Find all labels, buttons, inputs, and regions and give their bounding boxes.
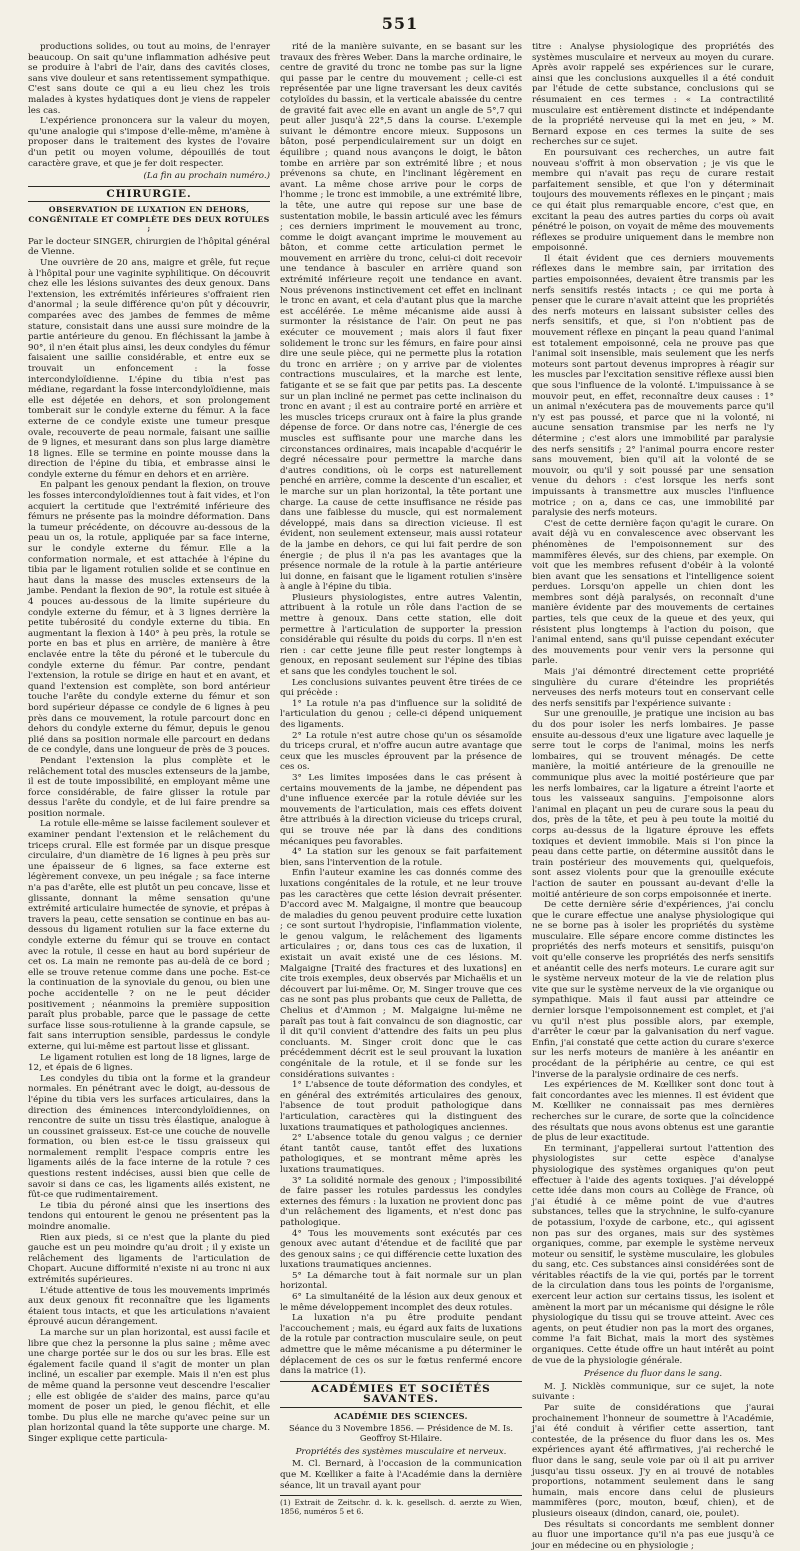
section-title: CHIRURGIE. (28, 186, 270, 203)
paragraph: Enfin l'auteur examine les cas donnés comme des luxations congénitales de la rotule, et ne leur trouve pas les caractères que cette lésion devrait présenter. D'accord avec M. Malgaigne, il montre que beaucoup de maladies du genou peuvent produire cette luxation ; ce sont surtout l'hydropisie, l'inflammation violente, le genou valgum, le relâchement des ligaments articulaires ; or, dans tous ces cas de luxation, il existait un avait existé une de ces lésions. M. Malgaigne [Traité des fractures et des luxations] en cite trois exemples, deux observés par Michaëlis et un découvert par lui-même. Or, M. Singer trouve que ces cas ne sont pas plus probants que ceux de Palletta, de Chelius et d'Ammon ; M. Malgaigne lui-même ne paraît pas tout à fait convaincu de son diagnostic, car il dit qu'il convient d'attendre des faits un peu plus concluants. M. Singer croit donc que le cas précédemment décrit est le seul prouvant la luxation congénitale de la rotule, et il se fonde sur les considérations suivantes : (280, 868, 522, 1080)
paragraph: M. J. Nicklès communique, sur ce sujet, la note suivante : (532, 1381, 774, 1403)
paragraph: En palpant les genoux pendant la flexion, on trouve les fosses intercondyloïdiennes tout à fait vides, et l'on acquiert la certitude que l'extrémité inférieure des fémurs ne présente pas la moindre déformation. Dans la tumeur précédente, on découvre au-dessous de la peau un os, la rotule, appliquée par sa face interne, sur le condyle externe du fémur. Elle a la conformation normale, et est attachée à l'épine du tibia par le ligament rotulien solide et se continue en haut dans la masse des muscles extenseurs de la jambe. Pendant la flexion de 90°, la rotule est située à 4 pouces au-dessous de la limite supérieure du condyle externe du fémur, et à 3 lignes derrière la petite tubérosité du condyle externe du tibia. En augmentant la flexion à 140° à peu près, la rotule se porte en bas et plus en arrière, de manière à être enclavée entre la tête du péroné et le tubercule du condyle externe du fémur. Par contre, pendant l'extension, la rotule se dirige en haut et en avant, et quand l'extension est complète, son bord antérieur touche l'arête du condyle externe du fémur et son bord supérieur dépasse ce condyle de 6 lignes à peu près dans ce mouvement, la rotule parcourt donc en dehors du condyle externe du fémur, depuis le genou plié dans sa position normale elle parcourt en dedans de ce condyle, dans une longueur de près de 3 pouces. (28, 480, 270, 756)
paragraph: Plusieurs physiologistes, entre autres Valentin, attribuent à la rotule un rôle dans l'action de se mettre à genoux. Dans cette station, elle doit permettre à l'articulation de supporter la pression considérable qui résulte du poids du corps. Il n'en est rien : car cette jeune fille peut rester longtemps à genoux, en reposant seulement sur l'épine des tibias et sans que les condyles touchent le sol. (280, 592, 522, 678)
paragraph: Le ligament rotulien est long de 18 lignes, large de 12, et épais de 6 lignes. (28, 1052, 270, 1074)
paragraph: 3° Les limites imposées dans le cas présent à certains mouvements de la jambe, ne dépendent pas d'une influence exercée par la rotule déviée sur les mouvements de l'articulation, mais ces effets doivent être attribués à la direction vicieuse du triceps crural, qui se trouve née par là dans des conditions mécaniques peu favorables. (280, 772, 522, 847)
academy-title: ACADÉMIE DES SCIENCES. (334, 1411, 468, 1421)
paragraph: Par le docteur SINGER, chirurgien de l'hôpital général de Vienne. (28, 236, 270, 258)
paragraph: 5° La démarche tout à fait normale sur un plan horizontal. (280, 1270, 522, 1292)
paragraph: Sur une grenouille, je pratique une incision au bas du dos pour isoler les nerfs lombaires. Je passe ensuite au-dessous d'eux une ligature avec laquelle je serre tout le corps de l'animal, moins les nerfs lombaires, qui se trouvent ménagés. De cette manière, la moitié antérieure de la grenouille ne communique plus avec la moitié postérieure que par les nerfs lombaires, car la ligature a étreint l'aorte et tous les vaisseaux sanguins. J'empoisonne alors l'animal en plaçant un peu de curare sous la peau du dos, près de la tête, et peu à peu toute la moitié du corps au-dessus de la ligature éprouve les effets toxiques et devient immobile. Mais si l'on pince la peau dans cette partie, on détermine aussitôt dans le train postérieur des mouvements qui, quelquefois, sont assez violents pour que la grenouille exécute l'action de sauter en poussant au-devant d'elle la moitié antérieure de son corps empoisonnée et inerte. (532, 709, 774, 900)
paragraph: C'est de cette dernière façon qu'agit le curare. On avait déjà vu en convalescence avec observant les phénomènes de l'empoisonnement sur des mammifères élevés, sur des chiens, par exemple. On voit que les membres refusent d'obéir à la volonté bien avant que les sensations et l'intelligence soient perdues. Lorsqu'on appelle un chien dont les membres sont déjà paralysés, on reconnaît d'une manière évidente par des mouvements de certaines parties, tels que ceux de la queue et des yeux, qui résistent plus longtemps à l'action du poison, que l'animal entend, sans qu'il puisse cependant exécuter des mouvements pour venir vers la personne qui parle. (532, 518, 774, 667)
paragraph: 3° La solidité normale des genoux ; l'impossibilité de faire passer les rotules pardessus les condyles externes des fémurs : la luxation ne provient donc pas d'un relâchement des ligaments, et n'est donc pas pathologique. (280, 1175, 522, 1228)
paragraph: 4° Tous les mouvements sont exécutés par ces genoux avec autant d'étendue et de facilité que par des genoux sains ; ce qui différencie cette luxation des luxations traumatiques anciennes. (280, 1228, 522, 1271)
subtitle: Propriétés des systèmes musculaire et nerveux. (295, 1446, 507, 1457)
paragraph: L'étude attentive de tous les mouvements imprimés aux deux genoux fit reconnaître que les ligaments étaient tous intacts, et que les articulations n'avaient éprouvé aucun dérangement. (28, 1285, 270, 1328)
paragraph: Il était évident que ces derniers mouvements réflexes dans le membre sain, par irritation des parties empoisonnées, devaient être transmis par les nerfs sensitifs restés intacts ; ce qui me porta à penser que le curare n'avait atteint que les propriétés des nerfs moteurs en laissant subsister celles des nerfs sensitifs, et que, si l'on n'obtient pas de mouvement réflexe en pinçant la peau quand l'animal est totalement empoisonné, cela ne prouve pas que l'animal soit insensible, mais seulement que les nerfs moteurs sont partout devenus impropres à réagir sur les muscles par l'excitation sensitive réflexe aussi bien que sous l'influence de la volonté. L'impuissance à se mouvoir peut, en effet, reconnaître deux causes : 1° un animal n'exécutera pas de mouvements parce qu'il n'y est pas poussé, et parce que ni la volonté, ni aucune sensation transmise par les nerfs ne l'y détermine ; c'est alors une immobilité par paralysie des nerfs sensitifs ; 2° l'animal pourra encore rester sans mouvement, bien qu'il ait la volonté de se mouvoir, ou qu'il y soit poussé par une sensation venue du dehors : c'est lorsque les nerfs sont impuissants à transmettre aux muscles l'influence motrice ; on a, dans ce cas, une immobilité par paralysie des nerfs moteurs. (532, 253, 774, 519)
article-title: OBSERVATION DE LUXATION EN DEHORS, CONGÉNITALE ET COMPLÈTE DES DEUX ROTULES ; (28, 205, 270, 234)
paragraph: 1° La rotule n'a pas d'influence sur la solidité de l'articulation du genou ; celle-ci dépend uniquement des ligaments. (280, 698, 522, 730)
paragraph: La rotule elle-même se laisse facilement soulever et examiner pendant l'extension et le relâchement du triceps crural. Elle est formée par un disque presque circulaire, d'un diamètre de 16 lignes à peu près sur une épaisseur de 6 lignes, sa face externe est légèrement convexe, un peu inégale ; sa face interne n'a pas d'arête, elle est plutôt un peu concave, lisse et glissante, donnant la même sensation qu'une extrémité articulaire humectée de synovie, et prépas à travers la peau, cette sensation se continue en bas au-dessous du ligament rotulien sur la face externe du condyle externe du fémur qui se trouve en contact avec la rotule, il cesse en haut au bord supérieur de cet os. La main ne remonte pas au-delà de ce bord ; elle se trouve retenue comme dans une poche. Est-ce la continuation de la synoviale du genou, ou bien une poche accidentelle ? on ne le peut décider positivement ; néanmoins la première supposition paraît plus probable, parce que le passage de cette surface lisse sous-rotulienne à la grande capsule, se fait sans interruption sensible, pardessus le condyle externe, qui lui-même est partout lisse et glissant. (28, 819, 270, 1052)
paragraph: Les conclusions suivantes peuvent être tirées de ce qui précède : (280, 677, 522, 699)
paragraph: En poursuivant ces recherches, un autre fait nouveau s'offrit à mon observation ; je vis que le membre qui n'avait pas reçu de curare restait parfaitement sensible, et que l'on y déterminait toujours des mouvements réflexes en le pinçant ; mais ce qui était plus remarquable encore, c'est que, en excitant la peau des autres parties du corps où avait pénétré le poison, on voyait de même des mouvements réflexes se produire uniquement dans le membre non empoisonné. (532, 147, 774, 254)
continuation-note: (La fin au prochain numéro.) (143, 171, 270, 182)
paragraph: La marche sur un plan horizontal, est aussi facile et libre que chez la personne la plus saine ; même avec une charge portée sur le dos ou sur les bras. Elle est également facile quand il s'agit de monter un plan incliné, un escalier par exemple. Mais il n'en est plus de même quand la personne veut descendre l'escalier ; elle est obligée de s'aider des mains, parce qu'au moment de poser un pied, le genou fléchit, et elle tombe. Du plus elle ne marche qu'avec peine sur un plan horizontal quand la tête supporte une charge. M. Singer explique cette particula- (28, 1327, 270, 1444)
paragraph: 2° La rotule n'est autre chose qu'un os sésamoïde du triceps crural, et n'offre aucun autre avantage que ceux que les muscles éprouvent par la présence de ces os. (280, 730, 522, 773)
subtitle: Présence du fluor dans le sang. (583, 1369, 723, 1380)
paragraph: Les condyles du tibia ont la forme et la grandeur normales. En pénétrant avec le doigt, au-dessous de l'épine du tibia vers les surfaces articulaires, dans la direction des éminences intercondyloïdiennes, on rencontre de suite un tissu très élastique, analogue à un coussinet graisseux. Est-ce une couche de nouvelle formation, ou bien est-ce le tissu graisseux qui normalement remplit l'espace compris entre les ligaments ailés de la face interne de la rotule ? ces questions restent indécises, aussi bien que celle de savoir si dans ce cas, les ligaments ailés existent, ne fût-ce que rudimentairement. (28, 1073, 270, 1201)
paragraph: En terminant, j'appellerai surtout l'attention des physiologistes sur cette espèce d'analyse physiologique des systèmes organiques qu'on peut effectuer à l'aide des agents toxiques. J'ai développé cette idée dans mon cours au Collège de France, où j'ai étudié à ce même point de vue d'autres substances, telles que la strychnine, le sulfo-cyanure de potassium, l'oxyde de carbone, etc., qui agissent non pas sur des organes, mais sur des systèmes organiques, comme, par exemple le système nerveux moteur ou sensitif, le système musculaire, les globules du sang, etc. Ces substances ainsi considérées sont de véritables réactifs de la vie qui, portés par le torrent de la circulation dans tous les points de l'organisme, exercent leur action sur certains tissus, les isolent et amènent la mort par un mécanisme qui désigne le rôle physiologique du tissu qui se trouve atteint. Avec ces agents, on peut étudier non pas la mort des organes, comme l'a fait Bichat, mais la mort des systèmes organiques. Cette étude offre un haut intérêt au point de vue de la physiologie générale. (532, 1143, 774, 1366)
paragraph: 1° L'absence de toute déformation des condyles, et en général des extrémités articulaires des genoux, l'absence de tout produit pathologique dans l'articulation, caractères qui la distinguent des luxations traumatiques et pathologiques anciennes. (280, 1080, 522, 1133)
paragraph: Les expériences de M. Kœlliker sont donc tout à fait concordantes avec les miennes. Il est évident que M. Kœlliker ne connaissait pas mes dernières recherches sur le curare, de sorte que la coïncidence des résultats que nous avons obtenus est une garantie de plus de leur exactitude. (532, 1080, 774, 1144)
paragraph: 2° L'absence totale du genou valgus ; ce dernier étant tantôt cause, tantôt effet des luxations pathologiques, et se montrant même après les luxations traumatiques. (280, 1133, 522, 1175)
paragraph: Des résultats si concordants me semblent donner au fluor une importance qu'il n'a pas eue jusqu'à ce jour en médecine ou en physiologie ; (532, 1519, 774, 1551)
paragraph: Rien aux pieds, si ce n'est que la plante du pied gauche est un peu moindre qu'au droit ; il y existe un relâchement des ligaments de l'articulation de Chopart. Aucune difformité n'existe ni au tronc ni aux extrémités supérieures. (28, 1232, 270, 1285)
paragraph: rité de la manière suivante, en se basant sur les travaux des frères Weber. Dans la marche ordinaire, le centre de gravité du tronc ne tombe pas sur la ligne qui passe par le centre du mouvement ; celle-ci est représentée par une ligne traversant les deux cavités cotyloïdes du bassin, et la verticale abaissée du centre de gravité fait avec elle en avant un angle de 5°,7 qui peut aller jusqu'à 22°,5 dans la course. L'exemple suivant le démontre encore mieux. Supposons un bâton, posé perpendiculairement sur un doigt en équilibre ; quand nous avançons le doigt, le bâton tombe en arrière par son extrémité libre ; et nous prévenons sa chute, en l'inclinant légèrement en avant. La même chose arrive pour le corps de l'homme ; le tronc est immobile, a une extrémité libre, la tête, une autre qui repose sur une base de sustentation mobile, le bassin articulé avec les fémurs ; ces derniers impriment le mouvement au tronc, comme le doigt avançant imprime le mouvement au bâton, et comme cette articulation permet le mouvement en arrière du tronc, celui-ci doit recevoir une tendance à basculer en arrière quand son extrémité inférieure reçoit une tendance en avant. Nous prévenons instinctivement cet effet en inclinant le tronc en avant, et cela d'autant plus que la marche est accélérée. Le même mécanisme aide aussi à surmonter la résistance de l'air. On peut ne pas exécuter ce mouvement ; mais alors il faut fixer solidement le tronc sur les fémurs, en faire pour ainsi dire une seule pièce, qui ne permette plus la rotation du tronc en arrière ; on y arrive par de violentes contractions musculaires, et la marche est lente, fatigante et se se fait que par petits pas. La descente sur un plan incliné ne permet pas cette inclinaison du tronc en avant ; il est au contraire porté en arrière et les muscles triceps cruraux ont à faire la plus grande dépense de force. Or dans notre cas, l'énergie de ces muscles est suffisante pour une marche dans les circonstances ordinaires, mais incapable d'acquérir le degré nécessaire pour permettre la marche dans d'autres conditions, où le corps est naturellement penché en arrière, comme la descente d'un escalier, et le marche sur un plan horizontal, la tête portant une charge. La cause de cette insuffisance ne réside pas dans une faiblesse du muscle, qui est normalement développé, mais dans sa direction vicieuse. Il est évident, non seulement extenseur, mais aussi rotateur de la jambe en dehors, ce qui lui fait perdre de son énergie ; de plus il n'a pas les avantages que la présence normale de la rotule à la partie antérieure lui donne, en faisant que le ligament rotulien s'insère à angle à l'épine du tibia. (280, 42, 522, 593)
column-3 (532, 42, 774, 1551)
page-number: 551 (381, 14, 419, 33)
paragraph: M. Cl. Bernard, à l'occasion de la communication que M. Kœlliker a faite à l'Académie dans la dernière séance, lit un travail ayant pour (280, 1459, 522, 1491)
column-2 (280, 42, 522, 1517)
paragraph: 4° La station sur les genoux se fait parfaitement bien, sans l'intervention de la rotule. (280, 847, 522, 868)
paragraph: Par suite de considérations que j'aurai prochainement l'honneur de soumettre à l'Académie, j'ai été conduit à vérifier cette assertion, tant contestée, de la présence du fluor dans les os. Mes expériences ayant été affirmatives, j'ai recherché le fluor dans le sang, seule voie par où il ait pu arriver jusqu'au tissu osseux. J'y en ai trouvé de notables proportions, notamment seulement dans le sang humain, mais encore dans celui de plusieurs mammifères (porc, mouton, bœuf, chien), et de plusieurs oiseaux (dindon, canard, oie, poulet). (532, 1403, 774, 1519)
paragraph: La luxation n'a pu être produite pendant l'accouchement ; mais, eu égard aux faits de luxations de la rotule par contraction musculaire seule, on peut admettre que le même mécanisme a pu déterminer le déplacement de ces os sur le fœtus renfermé encore dans la matrice (1). (280, 1313, 522, 1377)
paragraph: Le tibia du péroné ainsi que les insertions des tendons qui entourent le genou ne présentent pas la moindre anomalie. (28, 1200, 270, 1233)
paragraph: Mais j'ai démontré directement cette propriété singulière du curare d'éteindre les propriétés nerveuses des nerfs moteurs tout en conservant celle des nerfs sensitifs par l'expérience suivante : (532, 667, 774, 709)
paragraph: titre : Analyse physiologique des propriétés des systèmes musculaire et nerveux au moyen du curare. Après avoir rappelé ses expériences sur le curare, ainsi que les conclusions auxquelles il a été conduit par l'étude de cette substance, conclusions qui se résumaient en ces termes : « La contractilité musculaire est entièrement distincte et indépendante de la propriété nerveuse qui la met en jeu, » M. Bernard expose en ces termes la suite de ses recherches sur ce sujet. (532, 42, 774, 148)
footnote: (1) Extrait de Zeitschr. d. k. k. gesellsch. d. aerzte zu Wien, 1856, numéros 5 et 6. (280, 1495, 522, 1516)
paragraph: De cette dernière série d'expériences, j'ai conclu que le curare effectue une analyse physiologique qui ne se borne pas à isoler les propriétés du système musculaire. Elle sépare encore comme distinctes les propriétés des nerfs moteurs et sensitifs, puisqu'on voit qu'elle conserve les propriétés des nerfs sensitifs et anéantit celle des nerfs moteurs. Le curare agit sur le système nerveux moteur de la vie de relation plus vite que sur le système nerveux de la vie organique ou sympathique. Mais il faut aussi par atteindre ce dernier lorsque l'empoisonnement est complet, et j'ai vu qu'il n'est plus possible alors, par exemple, d'arrêter le cœur par la galvanisation du nerf vague. Enfin, j'ai constaté que cette action du curare s'exerce sur les nerfs moteurs de manière à les anéantir en procédant de la périphérie au centre, ce qui est l'inverse de la paralysie ordinaire de ces nerfs. (532, 900, 774, 1080)
columns (28, 42, 774, 1551)
paragraph: Pendant l'extension la plus complète et le relâchement total des muscles extenseurs de la jambe, il est de toute impossibilité, en employant même une force considérable, de faire glisser la rotule par dessus l'arête du condyle, et de lui faire prendre sa position normale. (28, 755, 270, 819)
paragraph: 6° La simultanéité de la lésion aux deux genoux et le même développement incomplet des deux rotules. (280, 1292, 522, 1313)
paragraph: productions solides, ou tout au moins, de l'enrayer beaucoup. On sait qu'une inflammation adhésive peut se produire à l'abri de l'air, dans des cavités closes, sans vive douleur et sans retentissement sympathique. C'est sans doute ce qui a eu lieu chez les trois malades à kystes hydatiques dont je viens de rappeler les cas. (28, 42, 270, 116)
section-title: ACADÉMIES ET SOCIÉTÉS SAVANTES. (280, 1381, 522, 1408)
paragraph: L'expérience prononcera sur la valeur du moyen, qu'une analogie qui s'impose d'elle-même, m'amène à proposer dans le traitement des kystes de l'ovaire d'un petit ou moyen volume, dépouillés de tout caractère grave, et que je fer doit respecter. (28, 116, 270, 169)
seance-line: Séance du 3 Novembre 1856. — Présidence de M. Is. Geoffroy St-Hilaire. (288, 1422, 514, 1444)
paragraph: Une ouvrière de 20 ans, maigre et grêle, fut reçue à l'hôpital pour une vaginite syphilitique. On découvrit chez elle les lésions suivantes des deux genoux. Dans l'extension, les extrémités inférieures s'offraient rien d'anormal ; la seule différence qu'on pût y découvrir, comparées avec des jambes de femmes de même stature, consistait dans une aussi sure moindre de la partie antérieure du genou. En fléchissant la jambe à 90°, il n'en était plus ainsi, les deux condyles du fémur faisaient une saillie considérable, et entre eux se trouvait un enfoncement : la fosse intercondyloïdienne. L'épine du tibia n'est pas médiane, regardant la fosse intercondyloïdienne, mais elle est déjetée en dehors, et son prolongement tomberait sur le condyle externe du fémur. A la face externe de ce condyle existe une tumeur presque ovale, recouverte de peau normale, faisant une saillie de 9 lignes, et mesurant dans son plus large diamètre 18 lignes. Elle se termine en pointe mousse dans la direction de l'épine du tibia, et embrasse ainsi le condyle externe du fémur en dehors et en arrière. (28, 258, 270, 480)
column-1 (28, 42, 270, 1444)
